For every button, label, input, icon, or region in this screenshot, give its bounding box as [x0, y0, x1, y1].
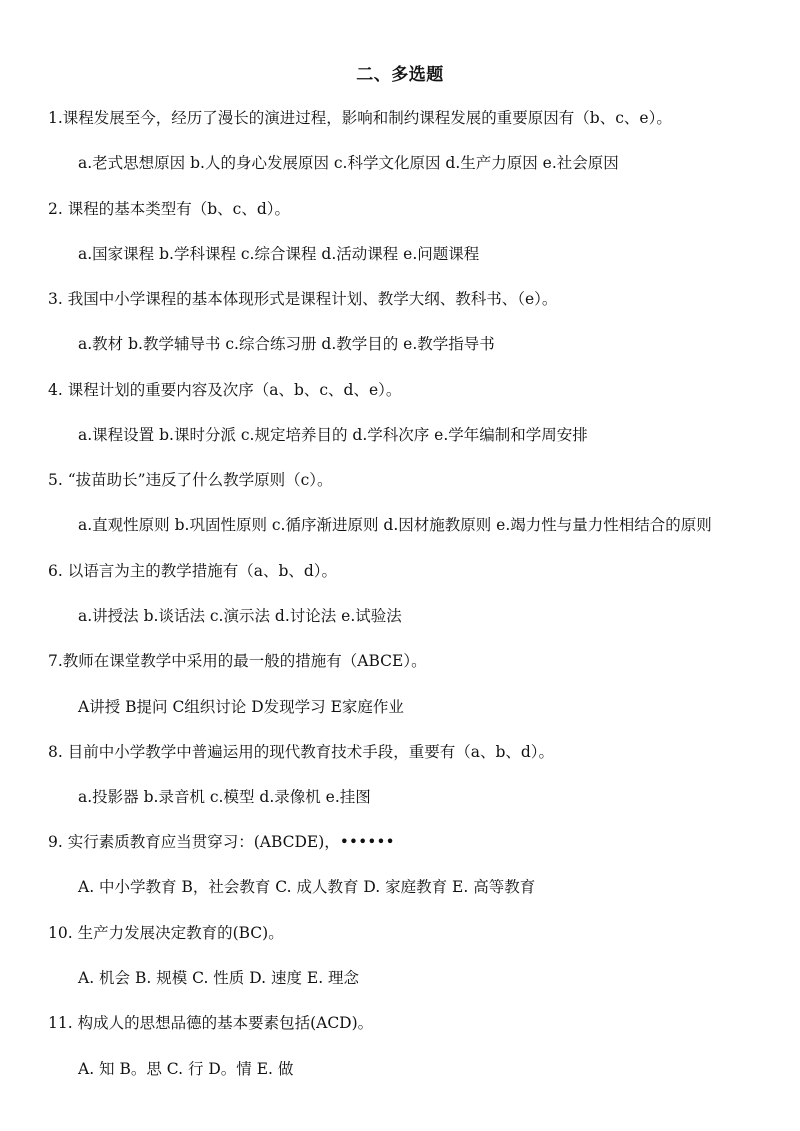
question-7-stem: 7.教师在课堂教学中采用的最一般的措施有（ABCE）。 — [48, 652, 427, 670]
question-8-options: a.投影器 b.录音机 c.模型 d.录像机 e.挂图 — [78, 788, 371, 806]
question-8-stem: 8. 目前中小学教学中普遍运用的现代教育技术手段，重要有（a、b、d）。 — [48, 743, 555, 761]
question-11-options: A. 知 B。思 C. 行 D。情 E. 做 — [78, 1060, 294, 1078]
question-3-options: a.教材 b.教学辅导书 c.综合练习册 d.教学目的 e.教学指导书 — [78, 335, 495, 353]
section-title: 二、多选题 — [356, 65, 444, 85]
question-1-stem: 1.课程发展至今，经历了漫长的演进过程，影响和制约课程发展的重要原因有（b、c、e）。 — [48, 109, 672, 127]
question-6-options: a.讲授法 b.谈话法 c.演示法 d.讨论法 e.试验法 — [78, 607, 402, 625]
question-5-stem: 5. “拔苗助长”违反了什么教学原则（c）。 — [48, 471, 333, 489]
question-2-stem: 2. 课程的基本类型有（b、c、d）。 — [48, 200, 290, 218]
question-10-options: A. 机会 B. 规模 C. 性质 D. 速度 E. 理念 — [78, 969, 360, 987]
question-10-stem: 10. 生产力发展决定教育的(BC)。 — [48, 924, 284, 942]
question-4-stem: 4. 课程计划的重要内容及次序（a、b、c、d、e）。 — [48, 381, 402, 399]
question-11-stem: 11. 构成人的思想品德的基本要素包括(ACD)。 — [48, 1014, 374, 1032]
question-9-stem: 9. 实行素质教育应当贯穿习：(ABCDE)，•••••• — [48, 833, 395, 851]
question-3-stem: 3. 我国中小学课程的基本体现形式是课程计划、教学大纲、教科书、（e）。 — [48, 290, 558, 308]
question-7-options: A讲授 B提问 C组织讨论 D发现学习 E家庭作业 — [78, 698, 404, 716]
question-4-options: a.课程设置 b.课时分派 c.规定培养目的 d.学科次序 e.学年编制和学周安排 — [78, 426, 588, 444]
question-2-options: a.国家课程 b.学科课程 c.综合课程 d.活动课程 e.问题课程 — [78, 245, 480, 263]
question-1-options: a.老式思想原因 b.人的身心发展原因 c.科学文化原因 d.生产力原因 e.社会原因 — [78, 154, 619, 172]
question-5-options: a.直观性原则 b.巩固性原则 c.循序渐进原则 d.因材施教原则 e.竭力性与量力性相结合的原则 — [78, 516, 712, 534]
question-6-stem: 6. 以语言为主的教学措施有（a、b、d）。 — [48, 562, 338, 580]
question-9-options: A. 中小学教育 B，社会教育 C. 成人教育 D. 家庭教育 E. 高等教育 — [78, 878, 536, 896]
